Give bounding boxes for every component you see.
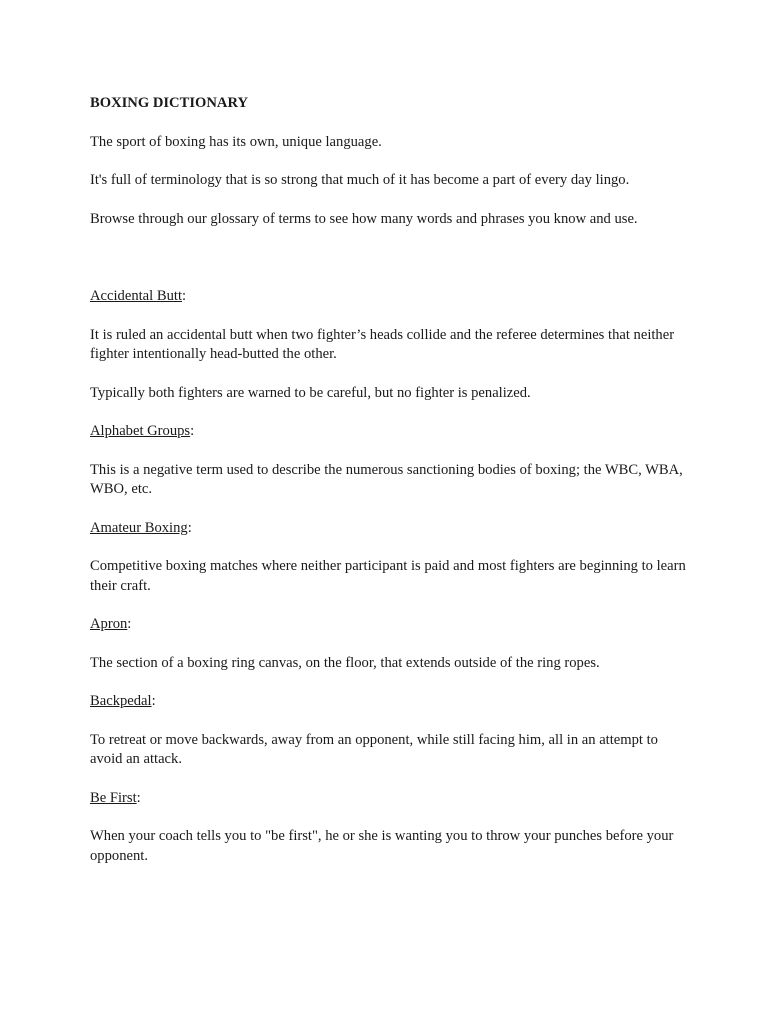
intro-paragraph: Browse through our glossary of terms to see how many words and phrases you know and use. (90, 210, 638, 227)
term-definition: Typically both fighters are warned to be careful, but no fighter is penalized. (90, 384, 531, 401)
section-spacer (90, 248, 690, 287)
term-heading (90, 287, 690, 307)
term-colon: : (136, 789, 141, 806)
term-definition: To retreat or move backwards, away from an opponent, while still facing him, all in an attempt to avoid an attack. (90, 731, 658, 767)
term-colon: : (151, 693, 156, 709)
term-definition: Competitive boxing matches where neither participant is paid and most fighters are beginning to learn their craft. (90, 558, 686, 594)
term-heading (90, 692, 690, 712)
term-definition: It is ruled an accidental butt when two fighter’s heads collide and the referee determines that neither fighter intentionally head-butted the other. (90, 326, 675, 362)
term-heading (90, 789, 690, 809)
term-colon: : (187, 519, 192, 536)
intro-paragraph: The sport of boxing has its own, unique language. (90, 133, 382, 150)
term-colon: : (182, 288, 187, 304)
term-definition: When your coach tells you to "be first", he or she is wanting you to throw your punches before your opponent. (90, 828, 674, 864)
term-name: Be First (90, 789, 137, 806)
term-heading (90, 615, 690, 635)
term-colon: : (190, 423, 195, 439)
term-definition: This is a negative term used to describe the numerous sanctioning bodies of boxing; the WBC, WBA, WBO, etc. (90, 461, 683, 497)
term-heading (90, 422, 690, 442)
term-name: Amateur Boxing (90, 519, 188, 536)
term-name: Accidental Butt (90, 288, 182, 304)
term-heading (90, 519, 690, 539)
document-page (90, 94, 690, 885)
term-name: Apron (90, 616, 128, 632)
term-definition: The section of a boxing ring canvas, on the floor, that extends outside of the ring ropes. (90, 654, 600, 671)
term-colon: : (127, 616, 132, 632)
intro-paragraph: It's full of terminology that is so strong that much of it has become a part of every day lingo. (90, 172, 630, 188)
document-title: BOXING DICTIONARY (90, 95, 249, 111)
term-name: Backpedal (90, 693, 152, 709)
term-name: Alphabet Groups (90, 423, 191, 439)
